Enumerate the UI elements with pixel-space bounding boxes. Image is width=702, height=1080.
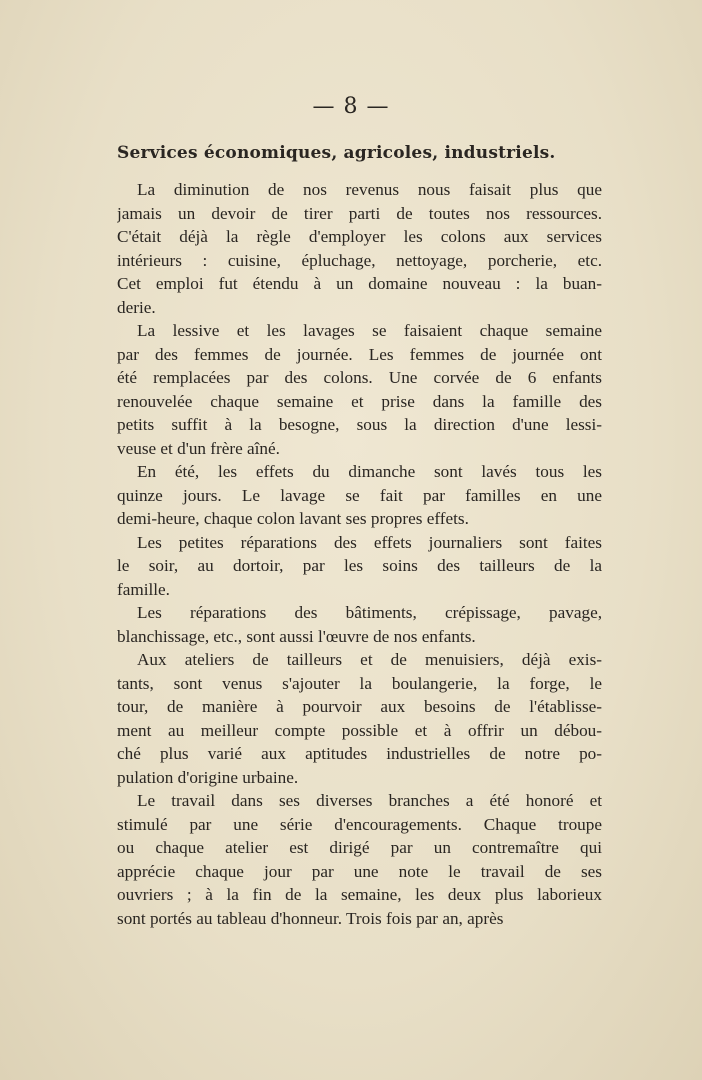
paragraph	[117, 601, 602, 648]
paragraph	[117, 460, 602, 531]
text-line: Les réparations des bâtiments, crépissage, pavage,	[137, 603, 602, 622]
text-line: C'était déjà la règle d'employer les colons aux services	[117, 227, 602, 246]
text-line: Aux ateliers de tailleurs et de menuisiers, déjà exis-	[137, 650, 602, 669]
text-line: ouvriers ; à la fin de la semaine, les deux plus laborieux	[117, 885, 602, 904]
text-line: tants, sont venus s'ajouter la boulangerie, la forge, le	[117, 673, 602, 693]
text-line: sont portés au tableau d'honneur. Trois fois par an, après	[117, 908, 504, 928]
text-line: Les petites réparations des effets journaliers sont faites	[137, 532, 602, 552]
text-line: petits suffit à la besogne, sous la direction d'une lessi-	[117, 415, 602, 434]
text-line: par des femmes de journée. Les femmes de journée ont	[117, 344, 602, 364]
text-line: demi-heure, chaque colon lavant ses propres effets.	[117, 509, 469, 528]
text-line: derie.	[117, 297, 156, 317]
text-line: veuse et d'un frère aîné.	[117, 438, 280, 458]
text-line: famille.	[117, 579, 170, 599]
text-line: renouvelée chaque semaine et prise dans la famille des	[117, 391, 602, 411]
text-line: En été, les effets du dimanche sont lavés tous les	[137, 462, 602, 481]
text-line: le soir, au dortoir, par les soins des tailleurs de la	[117, 556, 602, 575]
text-line: ou chaque atelier est dirigé par un contremaître qui	[117, 838, 602, 857]
text-line: quinze jours. Le lavage se fait par familles en une	[117, 485, 602, 505]
text-line: été remplacées par des colons. Une corvée de 6 enfants	[117, 368, 602, 387]
text-line: ché plus varié aux aptitudes industrielles de notre po-	[117, 744, 602, 763]
paragraph	[117, 789, 602, 930]
text-line: pulation d'origine urbaine.	[117, 767, 299, 787]
text-line: intérieurs : cuisine, épluchage, nettoyage, porcherie, etc.	[117, 250, 602, 270]
text-line: stimulé par une série d'encouragements. Chaque troupe	[117, 814, 602, 834]
paragraph	[117, 319, 602, 460]
text-line: jamais un devoir de tirer parti de toutes nos ressources.	[117, 203, 602, 223]
paragraph	[117, 648, 602, 789]
text-line: Cet emploi fut étendu à un domaine nouveau : la buan-	[117, 274, 602, 293]
paragraph	[117, 531, 602, 602]
page-number: — 8 —	[312, 94, 390, 119]
text-line: La lessive et les lavages se faisaient chaque semaine	[137, 321, 602, 340]
text-line: ment au meilleur compte possible et à offrir un débou-	[117, 720, 602, 740]
text-line: apprécie chaque jour par une note le travail de ses	[117, 861, 602, 881]
text-line: Le travail dans ses diverses branches a été honoré et	[137, 791, 602, 810]
paragraph	[117, 178, 602, 319]
text-line: tour, de manière à pourvoir aux besoins de l'établisse-	[117, 697, 602, 716]
body-text	[117, 178, 602, 930]
text-line: La diminution de nos revenus nous faisait plus que	[137, 180, 602, 199]
section-title: Services économiques, agricoles, industriels.	[117, 143, 556, 163]
text-line: blanchissage, etc., sont aussi l'œuvre de nos enfants.	[117, 626, 476, 646]
